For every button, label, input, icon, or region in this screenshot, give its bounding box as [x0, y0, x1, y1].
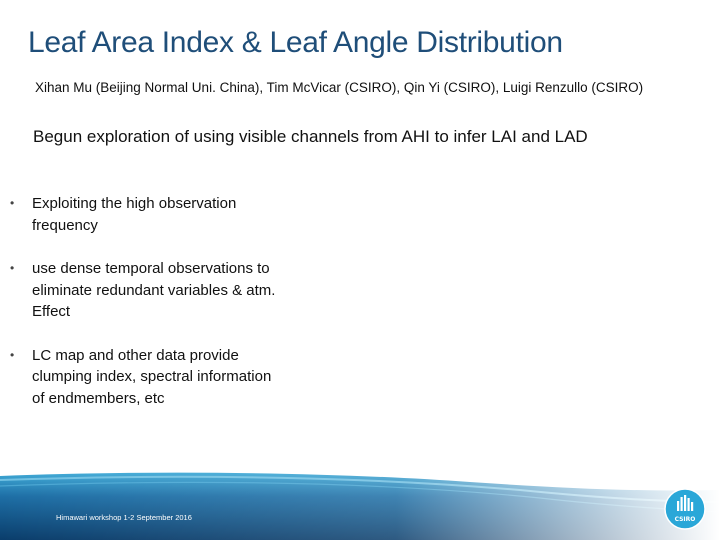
csiro-logo: [664, 488, 706, 530]
slide-title: Leaf Area Index & Leaf Angle Distribution: [28, 26, 563, 59]
footer-text: Himawari workshop 1-2 September 2016: [56, 513, 192, 522]
bullet-dot-icon: •: [10, 347, 15, 362]
bullet-item: [10, 345, 310, 410]
bullet-dot-icon: •: [10, 196, 15, 210]
bullet-list: [10, 193, 310, 409]
slide-subtitle: Begun exploration of using visible channels from AHI to infer LAI and LAD: [33, 127, 588, 146]
bullet-text: LC map and other data provide clumping index, spectral information of endmembers, etc: [32, 346, 272, 407]
bullet-text: Exploiting the high observation frequency: [32, 195, 237, 234]
bullet-item: [10, 258, 310, 323]
logo-text: CSIRO: [674, 516, 696, 523]
bullet-text: use dense temporal observations to eliminate redundant variables & atm. Effect: [32, 260, 276, 320]
bullet-item: [10, 193, 310, 236]
author-line: Xihan Mu (Beijing Normal Uni. China), Tim McVicar (CSIRO), Qin Yi (CSIRO), Luigi Renzullo (CSIRO): [35, 80, 644, 95]
footer-band: [0, 468, 720, 540]
bullet-dot-icon: •: [10, 261, 15, 275]
